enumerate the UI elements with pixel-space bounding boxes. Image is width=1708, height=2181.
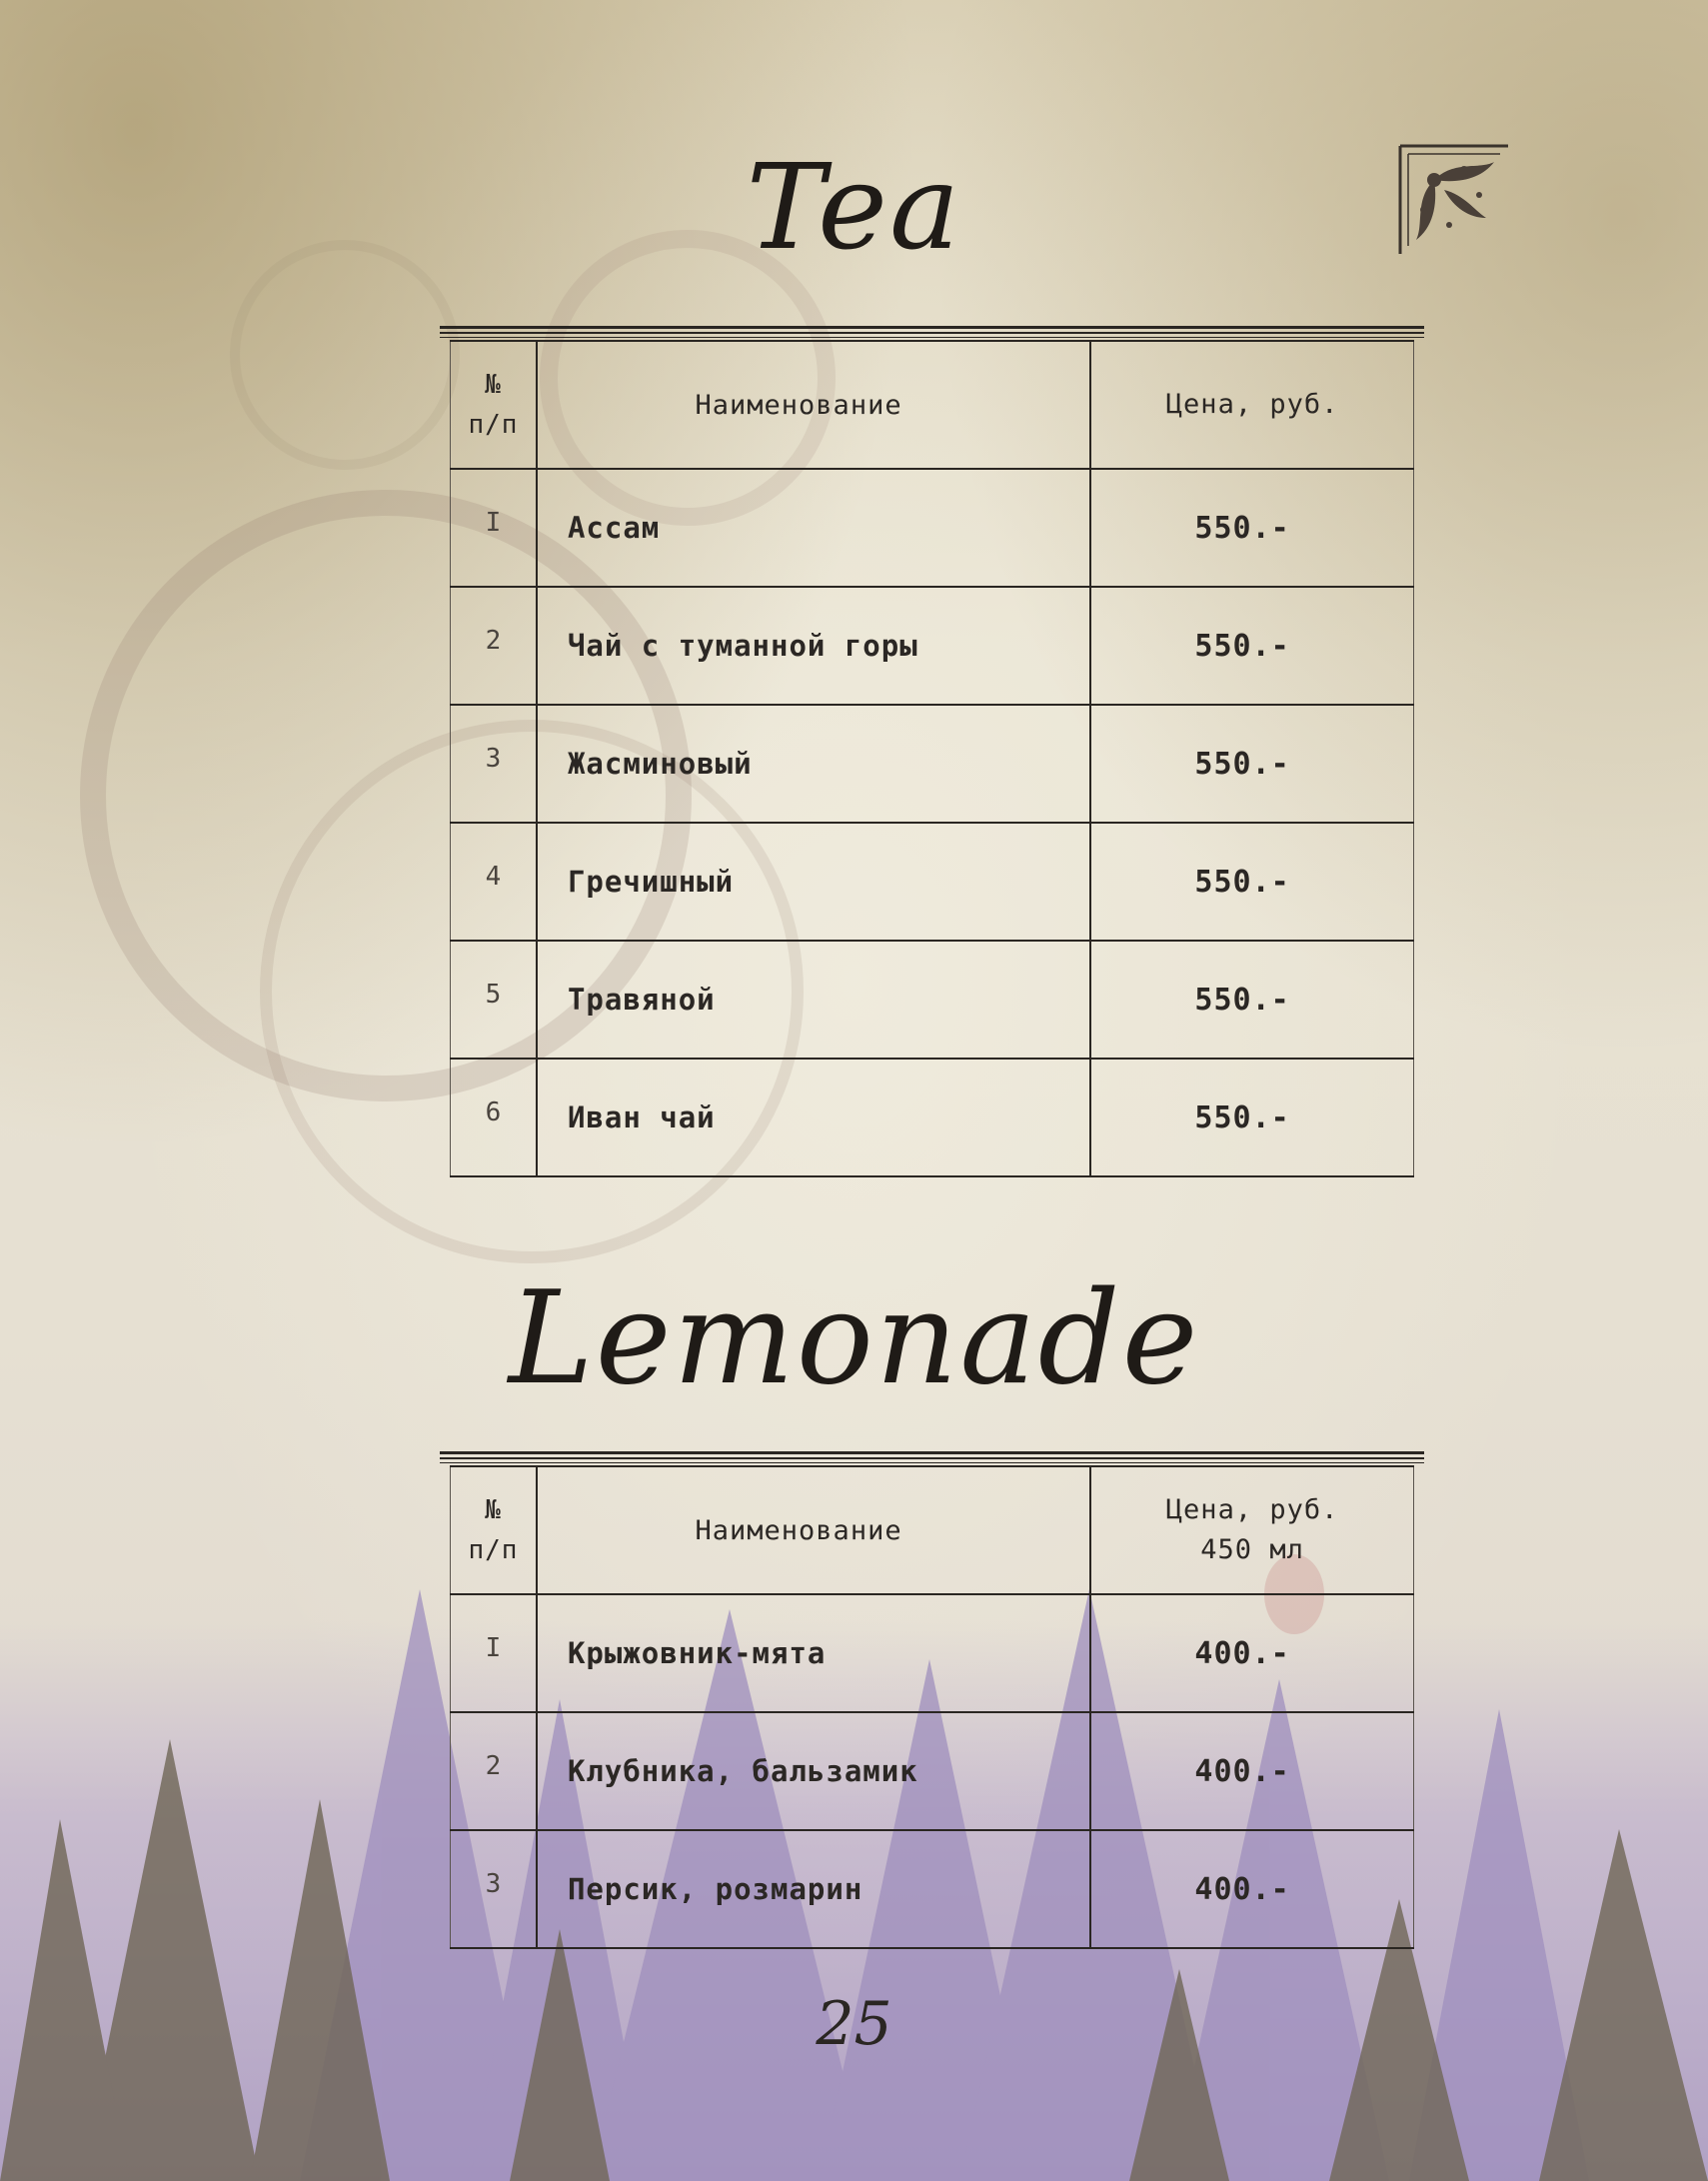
item-name: Ассам <box>537 469 1090 587</box>
table-row <box>451 1712 1414 1830</box>
page-number: 25 <box>816 1989 892 2059</box>
item-number: 6 <box>451 1059 537 1176</box>
item-name: Чай с туманной горы <box>537 587 1090 705</box>
header-number-text: № п/п <box>468 1495 519 1565</box>
table-row <box>451 1830 1414 1948</box>
item-number: 3 <box>451 705 537 823</box>
lemonade-price-grid <box>450 1465 1414 1949</box>
tea-price-grid <box>450 340 1414 1177</box>
item-price: 400.- <box>1090 1712 1413 1830</box>
item-price: 550.- <box>1090 705 1413 823</box>
item-name: Персик, розмарин <box>537 1830 1090 1948</box>
item-name: Травяной <box>537 941 1090 1059</box>
item-price: 550.- <box>1090 1059 1413 1176</box>
table-row <box>451 823 1414 941</box>
item-number: I <box>451 1594 537 1712</box>
double-rule <box>440 326 1424 340</box>
item-number: 2 <box>451 1712 537 1830</box>
header-price-text: Цена, руб. 450 мл <box>1165 1494 1339 1565</box>
tea-section-title: Tea <box>746 138 962 276</box>
table-row <box>451 587 1414 705</box>
item-price: 550.- <box>1090 587 1413 705</box>
item-name: Крыжовник-мята <box>537 1594 1090 1712</box>
table-header-row <box>451 341 1414 469</box>
item-price: 400.- <box>1090 1830 1413 1948</box>
header-price: Цена, руб. <box>1090 341 1413 469</box>
item-price: 400.- <box>1090 1594 1413 1712</box>
item-number: 5 <box>451 941 537 1059</box>
item-number: 2 <box>451 587 537 705</box>
lemonade-section-title: Lemonade <box>508 1264 1200 1413</box>
table-row <box>451 705 1414 823</box>
header-price <box>1090 1466 1413 1594</box>
table-row <box>451 1059 1414 1176</box>
header-number <box>451 1466 537 1594</box>
item-name: Иван чай <box>537 1059 1090 1176</box>
table-row <box>451 469 1414 587</box>
item-price: 550.- <box>1090 823 1413 941</box>
table-header-row <box>451 1466 1414 1594</box>
header-name: Наименование <box>537 1466 1090 1594</box>
item-number: 4 <box>451 823 537 941</box>
item-name: Гречишный <box>537 823 1090 941</box>
header-number-text: № п/п <box>468 370 519 440</box>
header-number <box>451 341 537 469</box>
table-row <box>451 941 1414 1059</box>
item-price: 550.- <box>1090 941 1413 1059</box>
item-number: 3 <box>451 1830 537 1948</box>
item-name: Клубника, бальзамик <box>537 1712 1090 1830</box>
header-name: Наименование <box>537 341 1090 469</box>
double-rule <box>440 1451 1424 1465</box>
item-name: Жасминовый <box>537 705 1090 823</box>
table-row <box>451 1594 1414 1712</box>
item-number: I <box>451 469 537 587</box>
item-price: 550.- <box>1090 469 1413 587</box>
